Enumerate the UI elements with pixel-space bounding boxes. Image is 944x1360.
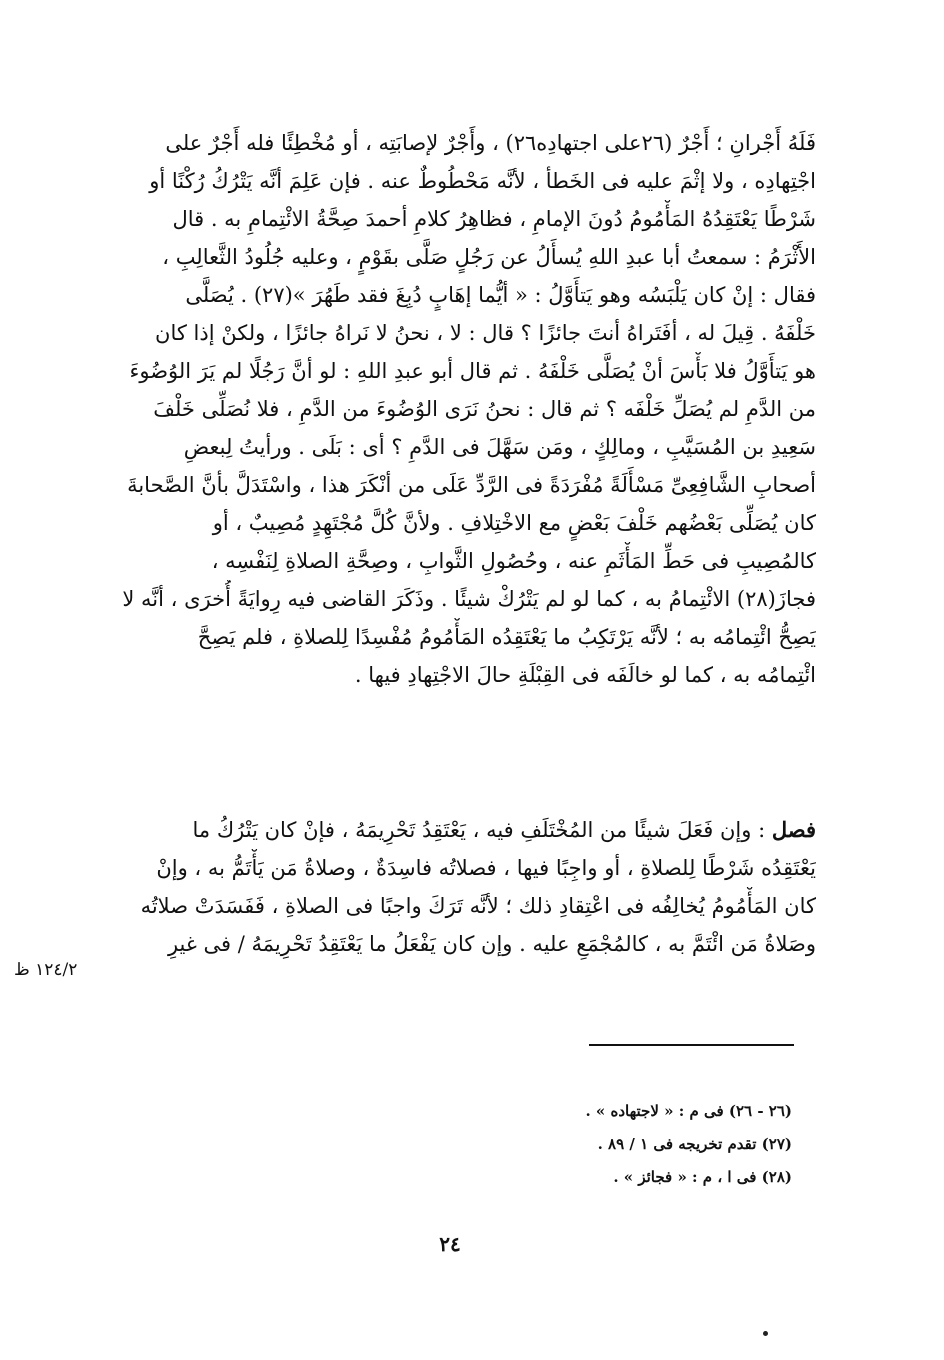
text-span: : وإن فَعَلَ شيئًا من المُخْتَلَفِ فيه ، يَعْتَقِدُ تَحْرِيمَهُ ، فإنْ كان يَتْرُكُ ما — [192, 818, 772, 842]
text-line: شَرْطًا يَعْتَقِدُهُ المَأْمُومُ دُونَ الإمامِ ، فظاهِرُ كلامِ أحمدَ صِحَّةُ الائْتِمامِ به . قال — [172, 207, 816, 231]
text-line — [114, 811, 816, 849]
text-line: كان يُصَلِّى بَعْضُهم خَلْفَ بَعْضٍ مع الاخْتِلافِ . ولأنَّ كُلَّ مُجْتَهِدٍ مُصِيبٌ ، أو — [212, 511, 816, 535]
paragraph-1 — [114, 124, 816, 694]
margin-reference: ١٢٤/٢ ظ — [14, 960, 78, 980]
footnotes — [332, 1095, 792, 1194]
text-line: كالمُصِيبِ فى حَطِّ المَأْثَمِ عنه ، وحُصُولِ الثَّوابِ ، وصِحَّةِ الصلاةِ لِنَفْسِه ، — [211, 549, 816, 573]
text-line: يَعْتَقِدُه شَرْطًا لِلصلاةِ ، أو واجِبًا فيها ، فصلاتُه فاسِدَةٌ ، وصلاةُ مَن يَأْتَمُّ به ، وإنْ — [156, 856, 816, 880]
page-number: ٢٤ — [439, 1232, 461, 1256]
text-line: وصَلاةُ مَن ائْتَمَّ به ، كالمُجْمَعِ عليه . وإن كان يَفْعَلُ ما يَعْتَقِدُ تَحْرِيمَهُ / فى غيرِ — [167, 932, 816, 956]
text-line: فقال : إنْ كان يَلْبَسُه وهو يَتأَوَّلُ : « أيُّما إهَابٍ دُبِغَ فقد طَهُرَ »(٢٧) . يُصَلَّى — [185, 283, 816, 307]
footnote-divider — [589, 1044, 794, 1046]
text-line: أصحابِ الشَّافِعِىِّ مَسْأَلَةً مُفْرَدَةً فى الرَّدِّ عَلَى من أنْكَرَ هذا ، واسْتَدَلَّ بأنَّ الصَّحابةَ — [127, 473, 816, 497]
text-line: من الدَّمِ لم يُصَلِّ خَلْفَه ؟ ثم قال : نحنُ نَرَى الوُضُوءَ من الدَّمِ ، فلا نُصَلِّى خَلْفَ — [153, 397, 816, 421]
paragraph-2 — [114, 811, 816, 963]
text-line: سَعِيدِ بن المُسَيَّبِ ، ومالِكٍ ، ومَن سَهَّلَ فى الدَّمِ ؟ أى : بَلَى . ورأيتُ لِبعضِ — [183, 435, 816, 459]
text-line: خَلْفَهُ . قِيلَ له ، أفَتَراهُ أنتَ جائزًا ؟ قال : لا ، نحنُ لا نَراهُ جائزًا ، ولكنْ إذا كان — [155, 321, 816, 345]
footnote: (٢٧) تقدم تخريجه فى ١ / ٨٩ . — [597, 1135, 792, 1153]
section-heading-fasl: فصل — [771, 817, 816, 842]
text-line: هو يَتأَوَّلُ فلا بَأْسَ أنْ يُصَلَّى خَلْفَهُ . ثم قال أبو عبدِ اللهِ : لو أنَّ رَجُلًا لم يَرَ الوُضُوءَ — [129, 359, 816, 383]
text-line: كان المَأْمُومُ يُخالِفُه فى اعْتِقادِ ذلك ؛ لأنَّه تَرَكَ واجبًا فى الصلاةِ ، فَفَسَدَتْ صلاتُه — [140, 894, 816, 918]
text-line: فجازَ(٢٨) الائْتِمامُ به ، كما لو لم يَتْرُكْ شيئًا . وذَكَرَ القاضى فيه رِوايَةً أُخرَى ، أنَّه لا — [122, 587, 816, 611]
text-line: ائْتِمامُه به ، كما لو خالَفَه فى القِبْلَةِ حالَ الاجْتِهادِ فيها . — [354, 663, 816, 687]
footnote: (٢٨) فى ا ، م : « فجائز » . — [613, 1168, 792, 1186]
text-line: فَلَهُ أَجْرانِ ؛ أَجْرٌ (٢٦على اجتهادِه٢٦) ، وأَجْرٌ لإصابَتِه ، أو مُخْطِئًا فله أَجْرٌ على — [165, 131, 816, 155]
text-line: الأَثْرَمُ : سمعتُ أبا عبدِ اللهِ يُسأَلُ عن رَجُلٍ صَلَّى بقَوْمٍ ، وعليه جُلُودُ الثَّعالِبِ ، — [162, 245, 816, 269]
footnote: (٢٦ - ٢٦) فى م : « لاجتهاده » . — [585, 1102, 792, 1120]
text-line: اجْتِهادِه ، ولا إثْمَ عليه فى الخَطأ ، لأنَّه مَحْطُوطٌ عنه . فإن عَلِمَ أنَّه يَتْرُكُ رُكْنًا أو — [149, 169, 816, 193]
text-line: يَصِحُّ ائْتِمامُه به ؛ لأنَّه يَرْتَكِبُ ما يَعْتَقِدُه المَأْمُومُ مُفْسِدًا لِلصلاةِ ، فلم يَصِحَّ — [197, 625, 816, 649]
ink-dot — [763, 1331, 768, 1336]
